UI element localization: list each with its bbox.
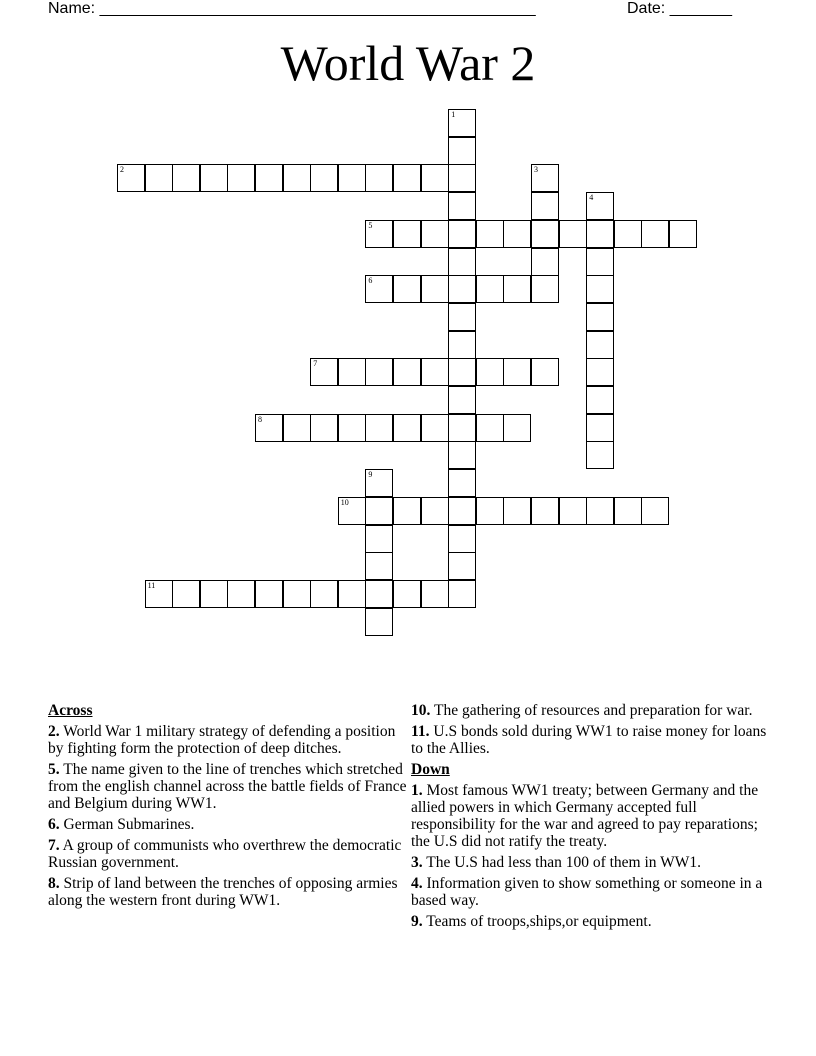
crossword-cell[interactable] [476, 275, 504, 303]
crossword-cell[interactable] [531, 164, 559, 192]
crossword-cell[interactable] [365, 497, 393, 525]
clue-across-10 [411, 702, 773, 719]
crossword-cell[interactable] [365, 164, 393, 192]
clue-across-7 [48, 837, 410, 871]
clue-down-3 [411, 854, 773, 871]
crossword-cell[interactable] [476, 497, 504, 525]
cell-number: 9 [368, 470, 373, 480]
crossword-cell[interactable] [365, 220, 393, 248]
crossword-cell[interactable] [586, 497, 614, 525]
crossword-cell[interactable] [448, 303, 476, 331]
crossword-cell[interactable] [448, 358, 476, 386]
clue-number: 10. [411, 702, 431, 719]
crossword-cell[interactable] [365, 552, 393, 580]
crossword-cell[interactable] [393, 358, 421, 386]
crossword-cell[interactable] [255, 164, 283, 192]
name-field[interactable]: Name: _________________________________________________ [48, 0, 536, 17]
crossword-cell[interactable] [283, 164, 311, 192]
crossword-cell[interactable] [586, 192, 614, 220]
crossword-cell[interactable] [476, 220, 504, 248]
crossword-cell[interactable] [448, 137, 476, 165]
crossword-cell[interactable] [421, 275, 449, 303]
clue-across-2 [48, 723, 410, 757]
cell-number: 2 [120, 165, 124, 175]
crossword-cell[interactable] [283, 414, 311, 442]
cell-number: 8 [258, 414, 262, 424]
cell-number: 7 [313, 359, 318, 369]
clue-down-9 [411, 913, 773, 930]
crossword-cell[interactable] [559, 220, 587, 248]
crossword-cell[interactable] [448, 414, 476, 442]
crossword-cell[interactable] [255, 580, 283, 608]
clue-number: 9. [411, 913, 423, 930]
crossword-cell[interactable] [531, 275, 559, 303]
crossword-cell[interactable] [586, 441, 614, 469]
clue-across-6 [48, 816, 410, 833]
clue-text: The name given to the line of trenches which stretched from the english channel across the battle fields of France and Belgium during WW1. [48, 761, 407, 812]
clue-number: 4. [411, 875, 423, 892]
crossword-cell[interactable] [503, 275, 531, 303]
crossword-cell[interactable] [448, 109, 476, 137]
cell-number: 5 [368, 220, 373, 230]
crossword-cell[interactable] [448, 441, 476, 469]
crossword-cell[interactable] [448, 275, 476, 303]
crossword-cell[interactable] [448, 552, 476, 580]
crossword-cell[interactable] [641, 497, 669, 525]
clue-text: Teams of troops,ships,or equipment. [426, 913, 652, 930]
clue-down-1 [411, 782, 773, 850]
crossword-cell[interactable] [283, 580, 311, 608]
crossword-cell[interactable] [338, 497, 366, 525]
crossword-cell[interactable] [476, 358, 504, 386]
crossword-cell[interactable] [310, 358, 338, 386]
crossword-cell[interactable] [145, 164, 173, 192]
crossword-cell[interactable] [365, 608, 393, 636]
crossword-cell[interactable] [365, 275, 393, 303]
crossword-cell[interactable] [586, 248, 614, 276]
clue-text: Information given to show something or someone in a based way. [411, 875, 763, 909]
crossword-cell[interactable] [503, 414, 531, 442]
crossword-cell[interactable] [448, 220, 476, 248]
crossword-cell[interactable] [503, 358, 531, 386]
clue-text: The U.S had less than 100 of them in WW1. [426, 854, 702, 871]
crossword-cell[interactable] [586, 303, 614, 331]
crossword-cell[interactable] [614, 497, 642, 525]
crossword-cell[interactable] [669, 220, 697, 248]
crossword-cell[interactable] [365, 469, 393, 497]
cell-number: 3 [534, 165, 538, 175]
crossword-cell[interactable] [448, 580, 476, 608]
crossword-cell[interactable] [310, 164, 338, 192]
crossword-cell[interactable] [503, 220, 531, 248]
clue-number: 3. [411, 854, 423, 871]
crossword-cell[interactable] [448, 248, 476, 276]
crossword-cell[interactable] [338, 414, 366, 442]
clue-text: World War 1 military strategy of defending a position by fighting form the protection of deep ditches. [48, 723, 396, 757]
crossword-cell[interactable] [448, 469, 476, 497]
crossword-cell[interactable] [421, 164, 449, 192]
clue-text: The gathering of resources and preparation for war. [433, 702, 753, 719]
crossword-cell[interactable] [227, 164, 255, 192]
clue-number: 1. [411, 782, 423, 799]
cell-number: 1 [451, 110, 456, 119]
crossword-cell[interactable] [559, 497, 587, 525]
crossword-cell[interactable] [586, 414, 614, 442]
crossword-cell[interactable] [393, 164, 421, 192]
clue-text: Strip of land between the trenches of opposing armies along the western front during WW1. [48, 875, 398, 909]
crossword-cell[interactable] [448, 192, 476, 220]
clue-text: A group of communists who overthrew the democratic Russian government. [48, 837, 402, 871]
clue-text: Most famous WW1 treaty; between Germany and the allied powers in which Germany accepted full responsibility for the war and agreed to pay reparations; the U.S did not ratify the treaty. [411, 782, 759, 850]
crossword-cell[interactable] [227, 580, 255, 608]
crossword-cell[interactable] [641, 220, 669, 248]
crossword-cell[interactable] [586, 275, 614, 303]
crossword-cell[interactable] [393, 275, 421, 303]
clues-column-right [411, 702, 773, 934]
crossword-cell[interactable] [172, 580, 200, 608]
crossword-cell[interactable] [365, 525, 393, 553]
clue-number: 11. [411, 723, 430, 740]
clue-across-11 [411, 723, 773, 757]
crossword-cell[interactable] [145, 580, 173, 608]
crossword-cell[interactable] [365, 414, 393, 442]
cell-number: 6 [368, 276, 373, 286]
clue-across-8 [48, 875, 410, 909]
crossword-cell[interactable] [531, 497, 559, 525]
crossword-cell[interactable] [421, 580, 449, 608]
crossword-cell[interactable] [421, 358, 449, 386]
across-heading: Across [48, 702, 93, 719]
crossword-cell[interactable] [448, 525, 476, 553]
crossword-cell[interactable] [200, 580, 228, 608]
crossword-cell[interactable] [421, 414, 449, 442]
crossword-cell[interactable] [393, 220, 421, 248]
crossword-cell[interactable] [476, 414, 504, 442]
down-heading: Down [411, 761, 450, 778]
crossword-cell[interactable] [365, 358, 393, 386]
crossword-cell[interactable] [393, 580, 421, 608]
crossword-cell[interactable] [448, 331, 476, 359]
crossword-cell[interactable] [531, 248, 559, 276]
crossword-cell[interactable] [338, 358, 366, 386]
crossword-cell[interactable] [586, 220, 614, 248]
cell-number: 11 [147, 580, 156, 590]
clue-text: U.S bonds sold during WW1 to raise money for loans to the Allies. [411, 723, 767, 757]
crossword-cell[interactable] [365, 580, 393, 608]
crossword-cell[interactable] [421, 497, 449, 525]
crossword-cell[interactable] [421, 220, 449, 248]
clue-number: 5. [48, 761, 60, 778]
crossword-cell[interactable] [586, 358, 614, 386]
crossword-cell[interactable] [448, 497, 476, 525]
crossword-cell[interactable] [586, 386, 614, 414]
crossword-cell[interactable] [531, 220, 559, 248]
crossword-cell[interactable] [310, 414, 338, 442]
crossword-cell[interactable] [448, 164, 476, 192]
crossword-cell[interactable] [531, 358, 559, 386]
clue-text: German Submarines. [63, 816, 195, 833]
crossword-cell[interactable] [531, 192, 559, 220]
crossword-cell[interactable] [586, 331, 614, 359]
clue-number: 8. [48, 875, 60, 892]
crossword-cell[interactable] [503, 497, 531, 525]
clues-column-left [48, 702, 410, 913]
clue-down-4 [411, 875, 773, 909]
crossword-cell[interactable] [393, 414, 421, 442]
crossword-cell[interactable] [338, 164, 366, 192]
crossword-cell[interactable] [310, 580, 338, 608]
crossword-cell[interactable] [614, 220, 642, 248]
crossword-cell[interactable] [117, 164, 145, 192]
crossword-cell[interactable] [338, 580, 366, 608]
date-field[interactable]: Date: _______ [627, 0, 732, 17]
crossword-cell[interactable] [255, 414, 283, 442]
clue-number: 7. [48, 837, 60, 854]
clue-number: 6. [48, 816, 60, 833]
crossword-cell[interactable] [200, 164, 228, 192]
crossword-cell[interactable] [448, 386, 476, 414]
puzzle-title: World War 2 [280, 35, 536, 91]
clue-number: 2. [48, 723, 60, 740]
crossword-cell[interactable] [172, 164, 200, 192]
cell-number: 10 [340, 497, 349, 507]
clue-across-5 [48, 761, 410, 812]
cell-number: 4 [589, 193, 594, 203]
crossword-cell[interactable] [393, 497, 421, 525]
